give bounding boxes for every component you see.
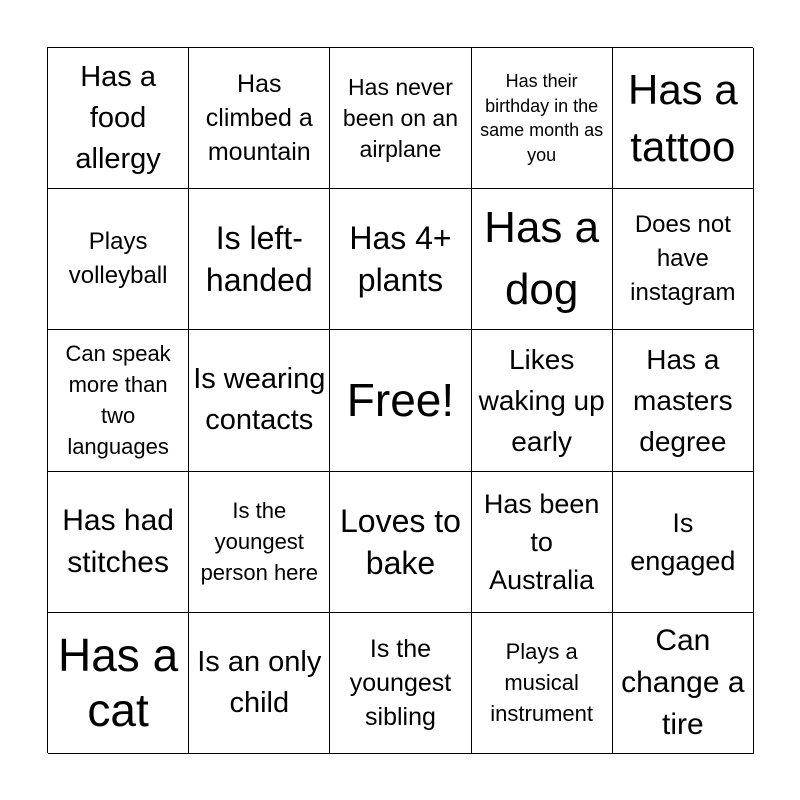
bingo-cell[interactable]: [48, 48, 189, 189]
bingo-cell[interactable]: [48, 472, 189, 613]
bingo-cell[interactable]: [189, 189, 330, 330]
cell-label: Can speak more than two languages: [65, 341, 171, 460]
bingo-cell[interactable]: [330, 48, 471, 189]
cell-label: Has 4+ plants: [349, 220, 452, 299]
cell-label: Has climbed a mountain: [205, 70, 313, 167]
cell-label: Can change a tire: [621, 623, 745, 741]
bingo-cell[interactable]: [472, 613, 613, 754]
bingo-cell[interactable]: [189, 330, 330, 471]
bingo-cell[interactable]: [472, 330, 613, 471]
cell-label: Is an only child: [197, 645, 322, 719]
bingo-cell[interactable]: [472, 48, 613, 189]
cell-label: Is the youngest person here: [200, 498, 318, 586]
bingo-board: [47, 47, 753, 753]
bingo-cell[interactable]: [613, 189, 754, 330]
bingo-cell[interactable]: [189, 48, 330, 189]
cell-label: Free!: [346, 373, 455, 426]
cell-label: Has a cat: [58, 628, 179, 736]
bingo-cell[interactable]: [613, 472, 754, 613]
cell-label: Loves to bake: [339, 502, 461, 581]
cell-label: Has a food allergy: [75, 60, 161, 175]
bingo-cell[interactable]: [48, 189, 189, 330]
bingo-cell[interactable]: [330, 472, 471, 613]
cell-label: Plays a musical instrument: [490, 639, 594, 727]
bingo-cell[interactable]: [48, 330, 189, 471]
cell-label: Has been to Australia: [483, 488, 600, 595]
bingo-cell[interactable]: [330, 189, 471, 330]
cell-label: Likes waking up early: [478, 343, 605, 457]
bingo-cell[interactable]: [613, 330, 754, 471]
bingo-cell[interactable]: [189, 472, 330, 613]
cell-label: Has a tattoo: [627, 66, 738, 171]
bingo-cell[interactable]: [613, 613, 754, 754]
cell-label: Has a masters degree: [633, 343, 733, 457]
cell-label: Has a dog: [484, 203, 600, 315]
cell-label: Has had stitches: [62, 503, 174, 579]
bingo-cell[interactable]: [472, 189, 613, 330]
free-cell[interactable]: [330, 330, 471, 471]
cell-label: Is the youngest sibling: [349, 634, 452, 731]
cell-label: Has never been on an airplane: [342, 73, 459, 162]
cell-label: Is engaged: [630, 507, 736, 576]
cell-label: Is left-handed: [205, 220, 313, 299]
cell-label: Does not have instagram: [630, 211, 736, 307]
cell-label: Has their birthday in the same month as you: [480, 71, 604, 165]
cell-label: Plays volleyball: [68, 228, 168, 290]
cell-label: Is wearing contacts: [193, 363, 326, 437]
bingo-cell[interactable]: [330, 613, 471, 754]
bingo-cell[interactable]: [189, 613, 330, 754]
bingo-cell[interactable]: [48, 613, 189, 754]
bingo-cell[interactable]: [472, 472, 613, 613]
bingo-cell[interactable]: [613, 48, 754, 189]
